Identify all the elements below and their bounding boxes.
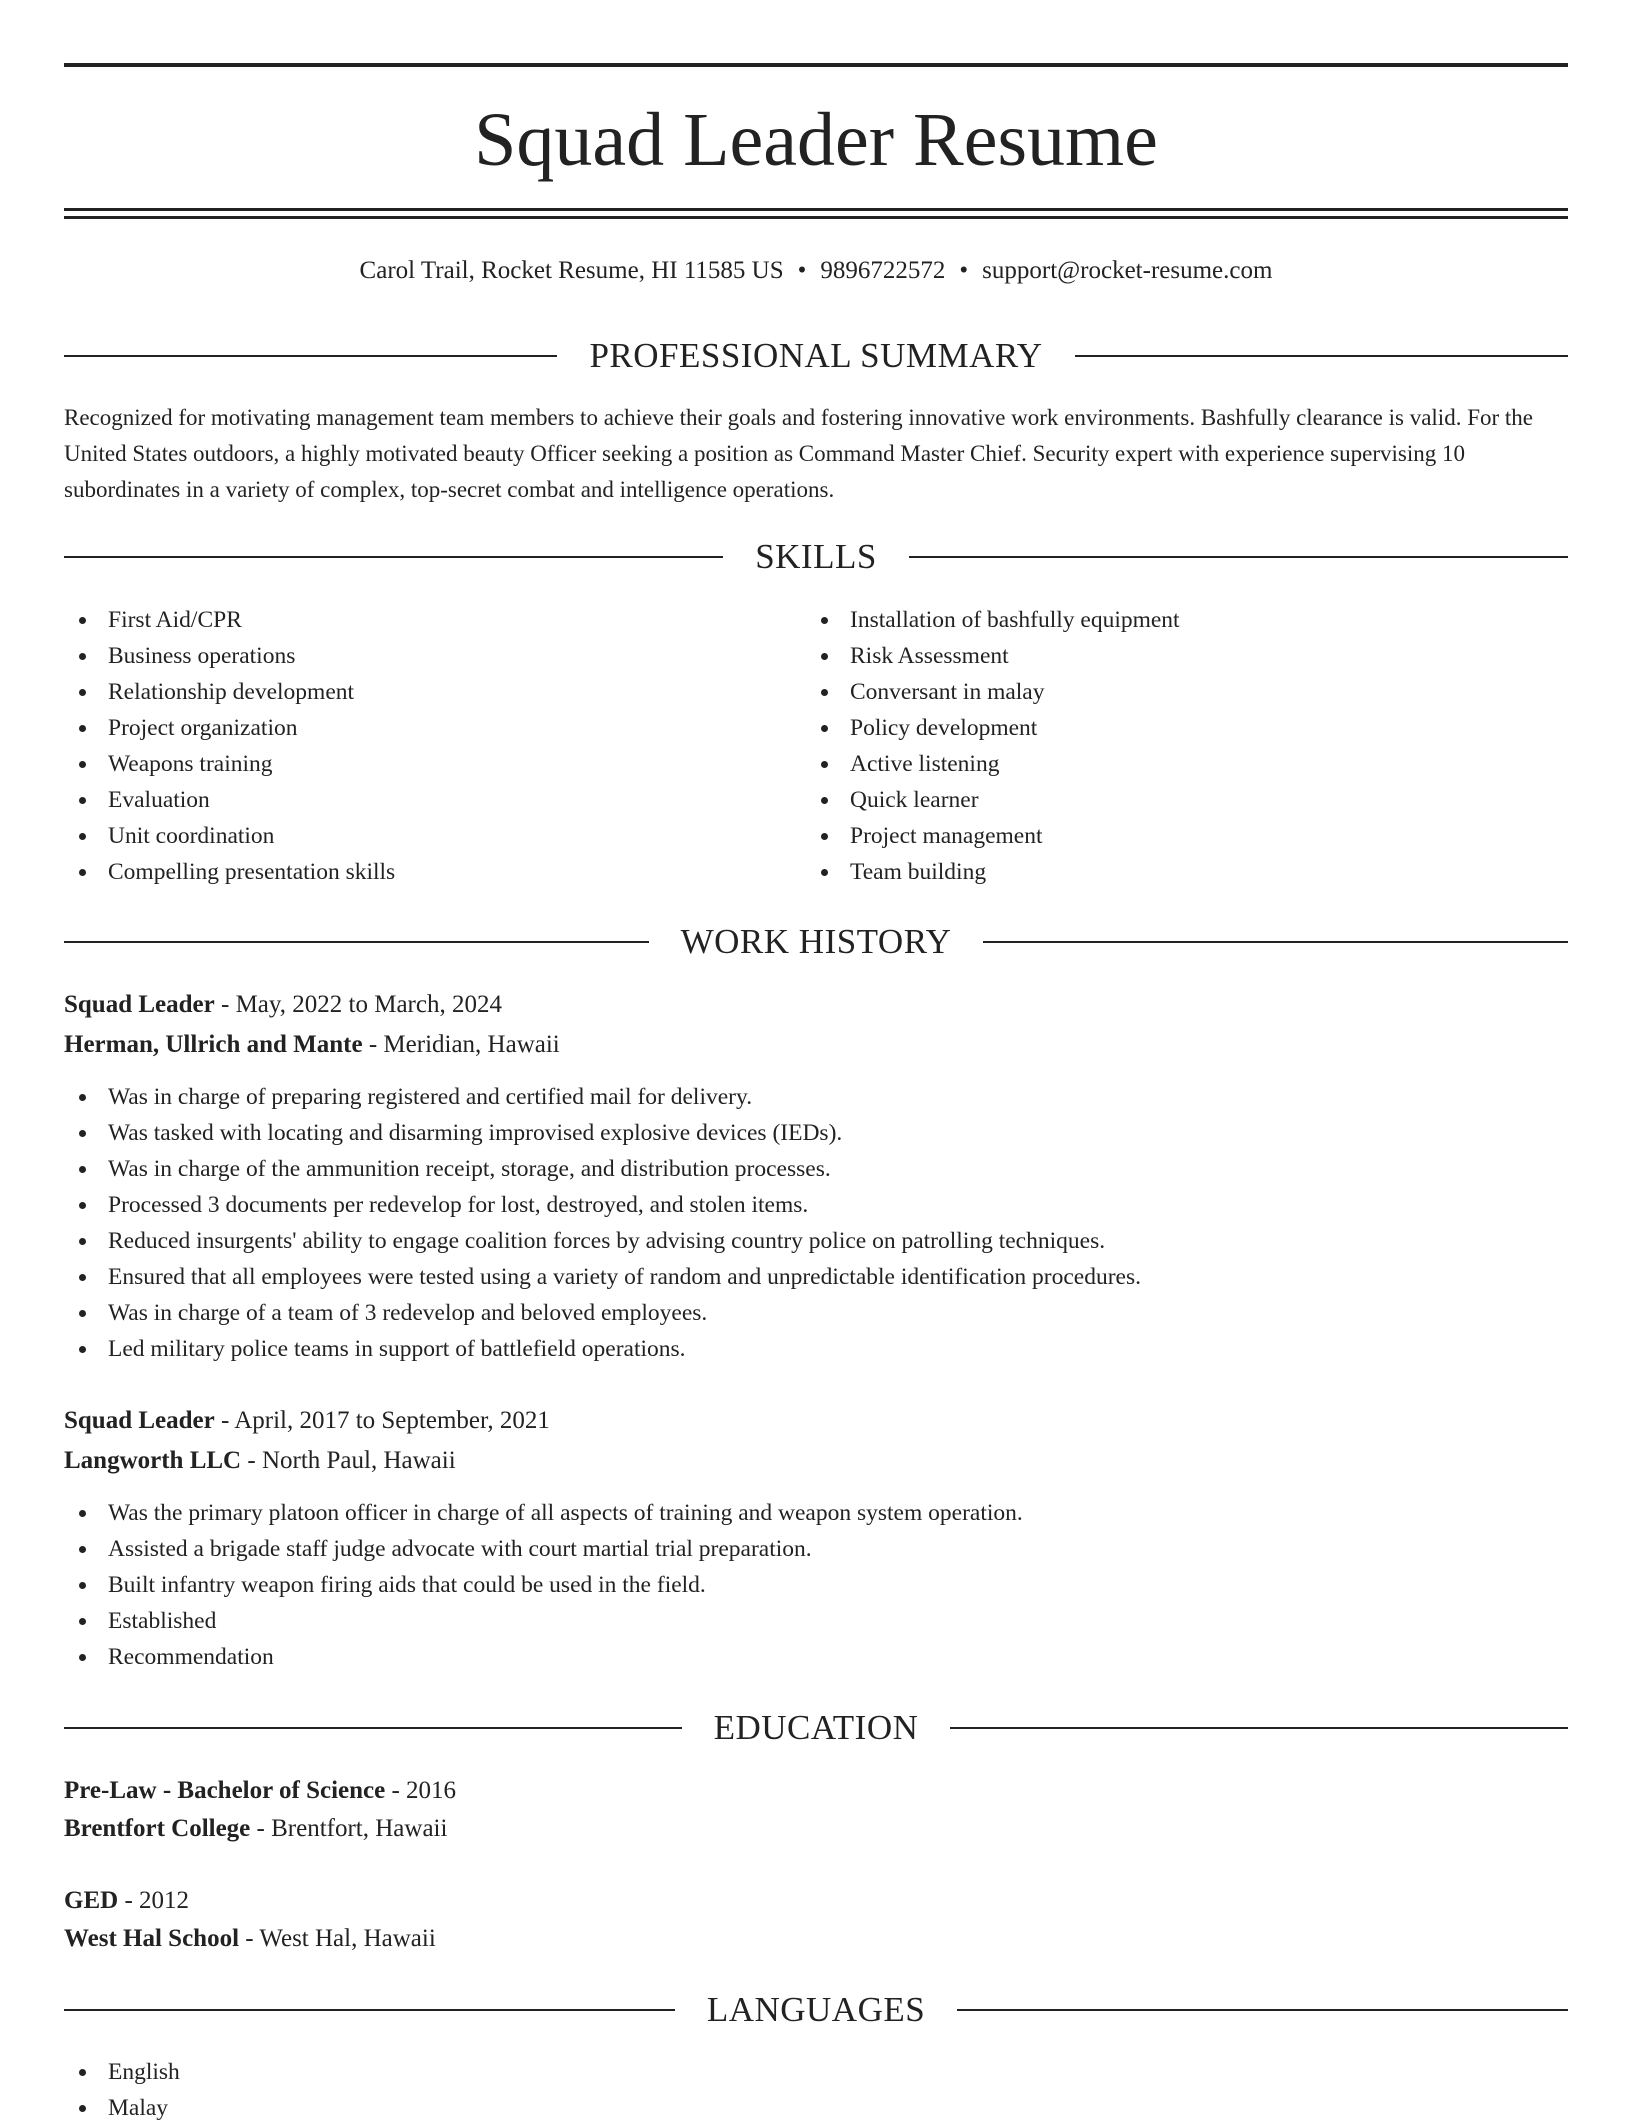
skills-column-right [806, 602, 1506, 890]
section-header-skills [64, 535, 1568, 579]
job-duties-list [64, 1079, 1568, 1367]
contact-separator: • [797, 257, 807, 284]
skill-item: Evaluation [64, 782, 764, 818]
skill-item: Unit coordination [64, 818, 764, 854]
section-rule-left [64, 556, 723, 558]
education-degree: Pre-Law - Bachelor of Science [64, 1777, 386, 1804]
dash: - [239, 1925, 260, 1952]
job-duty: Led military police teams in support of battlefield operations. [64, 1331, 1568, 1367]
job-duty: Reduced insurgents' ability to engage coalition forces by advising country police on patrolling techniques. [64, 1223, 1568, 1259]
job-duty: Recommendation [64, 1639, 1568, 1675]
skill-item: Installation of bashfully equipment [806, 602, 1506, 638]
education-school: Brentfort College [64, 1815, 251, 1842]
section-rule-left [64, 941, 649, 943]
title-rule-upper [64, 208, 1568, 211]
skill-item: Team building [806, 854, 1506, 890]
education-location: Brentfort, Hawaii [271, 1815, 448, 1842]
contact-phone: 9896722572 [820, 257, 946, 284]
job-duty: Built infantry weapon firing aids that could be used in the field. [64, 1567, 1568, 1603]
skill-item: Active listening [806, 746, 1506, 782]
language-item: Malay [64, 2090, 1568, 2126]
section-rule-right [909, 556, 1568, 558]
job-title: Squad Leader [64, 1407, 215, 1434]
job-duty: Processed 3 documents per redevelop for lost, destroyed, and stolen items. [64, 1187, 1568, 1223]
job-company: Herman, Ullrich and Mante [64, 1031, 363, 1058]
education-year: 2016 [406, 1777, 457, 1804]
section-rule-left [64, 355, 557, 357]
job-duty: Established [64, 1603, 1568, 1639]
section-title-languages: LANGUAGES [706, 1990, 926, 2029]
skill-item: Weapons training [64, 746, 764, 782]
section-rule-right [957, 2009, 1568, 2011]
job-company: Langworth LLC [64, 1447, 242, 1474]
job-duty: Was tasked with locating and disarming improvised explosive devices (IEDs). [64, 1115, 1568, 1151]
section-rule-right [950, 1727, 1568, 1729]
job-location: North Paul, Hawaii [261, 1447, 456, 1474]
job-dates: May, 2022 to March, 2024 [235, 991, 502, 1018]
skill-item: Project organization [64, 710, 764, 746]
education-year: 2012 [139, 1887, 190, 1914]
job-duty: Was in charge of a team of 3 redevelop and beloved employees. [64, 1295, 1568, 1331]
skills-column-left [64, 602, 764, 890]
education-degree-line [64, 1773, 1568, 1809]
resume-title: Squad Leader Resume [474, 98, 1158, 182]
section-rule-right [1075, 355, 1568, 357]
section-title-summary: PROFESSIONAL SUMMARY [589, 336, 1043, 375]
job-location: Meridian, Hawaii [383, 1031, 560, 1058]
language-item: English [64, 2054, 1568, 2090]
education-school-line [64, 1921, 1568, 1957]
skill-item: Risk Assessment [806, 638, 1506, 674]
section-header-summary [64, 334, 1568, 378]
job-dates: April, 2017 to September, 2021 [234, 1407, 550, 1434]
skill-item: Relationship development [64, 674, 764, 710]
dash: - [241, 1447, 262, 1474]
job-title-line [64, 987, 1568, 1023]
job-title: Squad Leader [64, 991, 215, 1018]
job-duty: Ensured that all employees were tested using a variety of random and unpredictable identification procedures. [64, 1259, 1568, 1295]
languages-list [64, 2054, 1568, 2126]
section-rule-left [64, 1727, 682, 1729]
education-degree: GED [64, 1887, 119, 1914]
title-rule-lower [64, 216, 1568, 219]
section-title-skills: SKILLS [755, 537, 877, 576]
dash: - [250, 1815, 272, 1842]
section-header-work [64, 920, 1568, 964]
dash: - [362, 1031, 384, 1058]
dash: - [385, 1777, 407, 1804]
section-rule-left [64, 2009, 675, 2011]
skill-item: First Aid/CPR [64, 602, 764, 638]
contact-line [64, 254, 1568, 288]
job-title-line [64, 1403, 1568, 1439]
contact-email: support@rocket-resume.com [982, 257, 1273, 284]
contact-separator: • [959, 257, 969, 284]
skill-item: Compelling presentation skills [64, 854, 764, 890]
skills-list-right [806, 602, 1506, 890]
section-header-languages [64, 1988, 1568, 2032]
skill-item: Policy development [806, 710, 1506, 746]
skill-item: Conversant in malay [806, 674, 1506, 710]
job-duty: Assisted a brigade staff judge advocate with court martial trial preparation. [64, 1531, 1568, 1567]
education-degree-line [64, 1883, 1568, 1919]
skills-list-left [64, 602, 764, 890]
skill-item: Quick learner [806, 782, 1506, 818]
job-duty: Was the primary platoon officer in charge of all aspects of training and weapon system operation. [64, 1495, 1568, 1531]
skill-item: Business operations [64, 638, 764, 674]
section-rule-right [983, 941, 1568, 943]
job-company-line [64, 1027, 1568, 1063]
education-location: West Hal, Hawaii [259, 1925, 436, 1952]
summary-text: Recognized for motivating management team members to achieve their goals and fostering innovative work environments. Bashfully clearance is valid. For the United States outdoors, a highly motivated beauty Officer seeking a position as Command Master Chief. Security expert with experience supervising 10 subordinates in a variety of complex, top-secret combat and intelligence operations. [64, 405, 1534, 502]
job-duties-list [64, 1495, 1568, 1675]
skill-item: Project management [806, 818, 1506, 854]
section-header-education [64, 1706, 1568, 1750]
education-school: West Hal School [64, 1925, 240, 1952]
job-duty: Was in charge of preparing registered and certified mail for delivery. [64, 1079, 1568, 1115]
contact-address: Carol Trail, Rocket Resume, HI 11585 US [359, 257, 784, 284]
dash: - [214, 991, 236, 1018]
job-company-line [64, 1443, 1568, 1479]
job-duty: Was in charge of the ammunition receipt, storage, and distribution processes. [64, 1151, 1568, 1187]
dash: - [118, 1887, 140, 1914]
education-school-line [64, 1811, 1568, 1847]
section-title-education: EDUCATION [713, 1708, 919, 1747]
top-rule [64, 63, 1568, 67]
section-title-work: WORK HISTORY [680, 922, 952, 961]
dash: - [214, 1407, 235, 1434]
